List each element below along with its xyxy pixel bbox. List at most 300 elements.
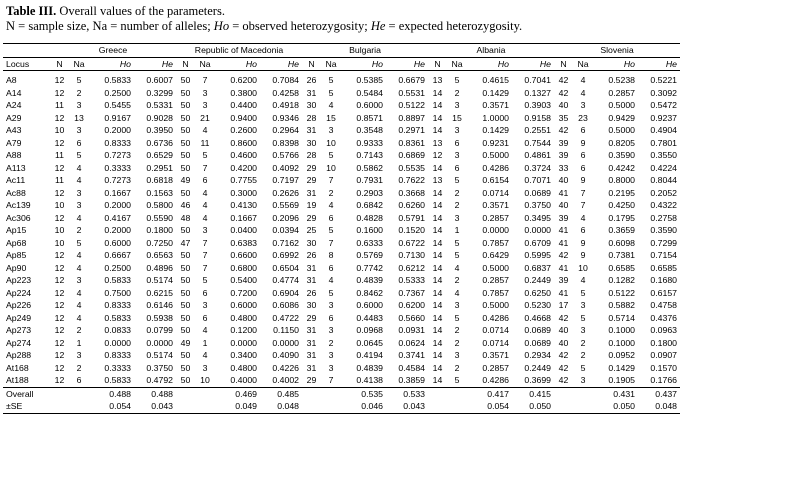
value-cell: 12 — [54, 337, 65, 348]
value-cell: 0.2500 — [104, 87, 131, 98]
table-label: Table III. — [6, 4, 57, 18]
value-cell: 3 — [328, 300, 334, 310]
value-cell: 0.2096 — [272, 212, 299, 223]
value-cell: 0.6992 — [272, 250, 299, 260]
value-cell: 0.1667 — [230, 212, 257, 223]
value-cell: 42 — [558, 87, 569, 98]
value-cell: 0.8205 — [608, 137, 635, 148]
population-header-1: Republic of Macedonia — [176, 44, 302, 58]
value-cell: 9 — [580, 250, 586, 260]
value-cell: 6 — [454, 137, 460, 148]
summary-cell: 0.488 — [131, 387, 176, 400]
locus-cell: Ap249 — [6, 312, 32, 323]
value-cell: 0.5238 — [608, 75, 635, 85]
table-row — [3, 362, 680, 375]
value-cell: 3 — [454, 100, 460, 110]
value-cell: 0.3550 — [650, 150, 677, 160]
value-cell: 4 — [76, 262, 82, 273]
value-cell: 0.0000 — [524, 225, 551, 235]
value-cell: 4 — [76, 287, 82, 298]
value-cell: 0.7071 — [524, 175, 551, 185]
value-cell: 0.0000 — [104, 337, 131, 348]
value-cell: 50 — [180, 150, 191, 160]
column-header: Ho — [467, 57, 509, 71]
value-cell: 0.2000 — [104, 200, 131, 210]
value-cell: 0.2903 — [356, 187, 383, 198]
se-row — [3, 400, 680, 413]
value-cell: 3 — [76, 200, 82, 210]
value-cell: 42 — [558, 125, 569, 135]
value-cell: 12 — [54, 362, 65, 373]
value-cell: 0.4800 — [230, 362, 257, 373]
value-cell: 0.2857 — [482, 362, 509, 373]
value-cell: 0.6563 — [146, 250, 173, 260]
value-cell: 0.6818 — [146, 175, 173, 185]
locus-cell: Ap68 — [6, 237, 27, 248]
value-cell: 0.0394 — [272, 225, 299, 235]
value-cell: 0.5535 — [398, 162, 425, 173]
value-cell: 12 — [54, 312, 65, 323]
table-row — [3, 137, 680, 150]
value-cell: 0.5791 — [398, 212, 425, 223]
value-cell: 40 — [558, 100, 569, 110]
caption-line-1 — [6, 4, 522, 19]
overall-label: Overall — [3, 387, 50, 400]
value-cell: 0.5000 — [482, 150, 509, 160]
value-cell: 0.4904 — [650, 125, 677, 135]
value-cell: 0.0689 — [524, 187, 551, 198]
value-cell: 3 — [202, 225, 208, 235]
table-row — [3, 374, 680, 387]
column-header: Ho — [89, 57, 131, 71]
value-cell: 0.1766 — [650, 375, 677, 385]
value-cell: 0.0000 — [146, 337, 173, 348]
empty-cell — [176, 400, 195, 413]
table-row — [3, 287, 680, 300]
value-cell: 11 — [54, 100, 65, 110]
value-cell: 6 — [328, 312, 334, 323]
table-row — [3, 199, 680, 212]
value-cell: 3 — [328, 362, 334, 373]
value-cell: 10 — [54, 200, 65, 210]
value-cell: 4 — [580, 212, 586, 223]
value-cell: 31 — [306, 125, 317, 135]
column-header: He — [383, 57, 428, 71]
value-cell: 0.4286 — [482, 162, 509, 173]
summary-cell: 0.048 — [635, 400, 680, 413]
value-cell: 0.6212 — [398, 262, 425, 273]
empty-cell — [554, 400, 573, 413]
value-cell: 0.3668 — [398, 187, 425, 198]
value-cell: 0.4774 — [272, 275, 299, 285]
value-cell: 0.8398 — [272, 137, 299, 148]
value-cell: 5 — [328, 87, 334, 98]
value-cell: 0.6157 — [650, 287, 677, 298]
value-cell: 0.2934 — [524, 350, 551, 360]
value-cell: 0.6667 — [104, 250, 131, 260]
value-cell: 7 — [202, 237, 208, 248]
value-cell: 6 — [202, 287, 208, 298]
value-cell: 7 — [328, 237, 334, 248]
value-cell: 14 — [432, 225, 443, 235]
value-cell: 0.3495 — [524, 212, 551, 223]
column-header: N — [428, 57, 447, 71]
value-cell: 0.4400 — [230, 100, 257, 110]
value-cell: 0.2626 — [272, 187, 299, 198]
value-cell: 0.4242 — [608, 162, 635, 173]
value-cell: 0.7931 — [356, 175, 383, 185]
value-cell: 0.8361 — [398, 137, 425, 148]
value-cell: 0.3859 — [398, 375, 425, 385]
value-cell: 12 — [54, 112, 65, 123]
value-cell: 3 — [580, 375, 586, 385]
value-cell: 50 — [180, 250, 191, 260]
value-cell: 0.6383 — [230, 237, 257, 248]
value-cell: 0.7742 — [356, 262, 383, 273]
value-cell: 0.1800 — [650, 337, 677, 348]
value-cell: 4 — [454, 287, 460, 298]
value-cell: 49 — [180, 337, 191, 348]
value-cell: 0.5590 — [146, 212, 173, 223]
value-cell: 0.3699 — [524, 375, 551, 385]
value-cell: 0.8044 — [650, 175, 677, 185]
value-cell: 0.8897 — [398, 112, 425, 123]
value-cell: 0.7200 — [230, 287, 257, 298]
value-cell: 0.7154 — [650, 250, 677, 260]
value-cell: 0.3741 — [398, 350, 425, 360]
summary-cell: 0.049 — [215, 400, 257, 413]
value-cell: 15 — [326, 112, 336, 123]
value-cell: 4 — [202, 187, 208, 198]
value-cell: 7 — [580, 200, 586, 210]
locus-cell: Ap288 — [6, 350, 32, 360]
value-cell: 2 — [580, 350, 586, 360]
value-cell: 0.6800 — [230, 262, 257, 273]
column-header: He — [635, 57, 680, 71]
value-cell: 0.7250 — [146, 237, 173, 248]
empty-cell — [69, 387, 89, 400]
value-cell: 0.4130 — [230, 200, 257, 210]
value-cell: 14 — [432, 300, 443, 310]
value-cell: 12 — [54, 162, 65, 173]
value-cell: 1.0000 — [482, 112, 509, 123]
value-cell: 2 — [454, 200, 460, 210]
value-cell: 0.4200 — [230, 162, 257, 173]
value-cell: 5 — [454, 375, 460, 385]
value-cell: 0.9346 — [272, 112, 299, 123]
value-cell: 0.5833 — [104, 312, 131, 323]
value-cell: 14 — [432, 200, 443, 210]
empty-cell — [50, 387, 69, 400]
value-cell: 12 — [54, 350, 65, 360]
column-header: Ho — [215, 57, 257, 71]
value-cell: 0.4722 — [272, 312, 299, 323]
value-cell: 0.3333 — [104, 162, 131, 173]
value-cell: 9 — [580, 237, 586, 248]
value-cell: 0.3571 — [482, 100, 509, 110]
value-cell: 3 — [202, 87, 208, 98]
value-cell: 0.1520 — [398, 225, 425, 235]
value-cell: 11 — [200, 137, 210, 148]
value-cell: 0.1327 — [524, 87, 551, 98]
value-cell: 0.2758 — [650, 212, 677, 223]
value-cell: 3 — [580, 100, 586, 110]
value-cell: 33 — [558, 162, 569, 173]
caption-line-2 — [6, 19, 522, 34]
value-cell: 0.4002 — [272, 375, 299, 385]
value-cell: 2 — [328, 337, 334, 348]
value-cell: 12 — [54, 137, 65, 148]
locus-cell: Ac139 — [6, 200, 31, 210]
value-cell: 0.8000 — [608, 175, 635, 185]
value-cell: 0.4483 — [356, 312, 383, 323]
value-cell: 12 — [54, 250, 65, 260]
column-header-row — [3, 57, 680, 71]
value-cell: 0.7622 — [398, 175, 425, 185]
value-cell: 12 — [54, 325, 65, 335]
column-header: N — [50, 57, 69, 71]
value-cell: 10 — [54, 237, 65, 248]
value-cell: 2 — [76, 325, 82, 335]
value-cell: 5 — [328, 225, 334, 235]
value-cell: 50 — [180, 87, 191, 98]
value-cell: 0.3092 — [650, 87, 677, 98]
value-cell: 3 — [328, 350, 334, 360]
column-header: Ho — [341, 57, 383, 71]
value-cell: 13 — [74, 112, 84, 123]
value-cell: 0.5660 — [398, 312, 425, 323]
table-row — [3, 349, 680, 362]
value-cell: 0.6722 — [398, 237, 425, 248]
value-cell: 0.6736 — [146, 137, 173, 148]
column-header: Na — [195, 57, 215, 71]
value-cell: 0.2857 — [482, 275, 509, 285]
value-cell: 0.1667 — [104, 187, 131, 198]
value-cell: 0.3800 — [230, 87, 257, 98]
column-header: He — [257, 57, 302, 71]
value-cell: 14 — [432, 237, 443, 248]
value-cell: 0.3571 — [482, 200, 509, 210]
value-cell: 7 — [202, 75, 208, 85]
value-cell: 41 — [558, 262, 569, 273]
value-cell: 0.4224 — [650, 162, 677, 173]
table-row — [3, 274, 680, 287]
value-cell: 0.7143 — [356, 150, 383, 160]
value-cell: 0.1570 — [650, 362, 677, 373]
value-cell: 4 — [202, 200, 208, 210]
summary-cell: 0.469 — [215, 387, 257, 400]
value-cell: 2 — [76, 362, 82, 373]
value-cell: 4 — [202, 350, 208, 360]
value-cell: 0.4800 — [230, 312, 257, 323]
value-cell: 4 — [580, 275, 586, 285]
value-cell: 5 — [76, 75, 82, 85]
value-cell: 3 — [76, 350, 82, 360]
value-cell: 0.6000 — [230, 300, 257, 310]
locus-cell: Ap226 — [6, 300, 32, 310]
value-cell: 3 — [202, 100, 208, 110]
value-cell: 0.6529 — [146, 150, 173, 160]
value-cell: 41 — [558, 237, 569, 248]
value-cell: 21 — [200, 112, 210, 123]
value-cell: 0.6904 — [272, 287, 299, 298]
value-cell: 50 — [180, 262, 191, 273]
value-cell: 0.4226 — [272, 362, 299, 373]
value-cell: 0.5000 — [482, 300, 509, 310]
value-cell: 0.4918 — [272, 100, 299, 110]
value-cell: 0.0714 — [482, 325, 509, 335]
value-cell: 7 — [202, 250, 208, 260]
value-cell: 0.8462 — [356, 287, 383, 298]
value-cell: 5 — [76, 237, 82, 248]
table-row — [3, 99, 680, 112]
value-cell: 3 — [580, 300, 586, 310]
locus-cell: Ac88 — [6, 187, 26, 198]
value-cell: 50 — [180, 362, 191, 373]
value-cell: 42 — [558, 375, 569, 385]
value-cell: 0.0689 — [524, 325, 551, 335]
value-cell: 0.5882 — [608, 300, 635, 310]
locus-blank-cell — [3, 44, 50, 58]
value-cell: 0.5122 — [608, 287, 635, 298]
value-cell: 3 — [76, 100, 82, 110]
value-cell: 12 — [54, 275, 65, 285]
value-cell: 0.4896 — [146, 262, 173, 273]
value-cell: 3 — [202, 300, 208, 310]
value-cell: 0.2951 — [146, 162, 173, 173]
value-cell: 0.4600 — [230, 150, 257, 160]
value-cell: 0.9028 — [146, 112, 173, 123]
value-cell: 0.4090 — [272, 350, 299, 360]
value-cell: 0.6215 — [146, 287, 173, 298]
value-cell: 12 — [54, 212, 65, 223]
value-cell: 0.7197 — [272, 175, 299, 185]
value-cell: 0.4861 — [524, 150, 551, 160]
value-cell: 39 — [558, 150, 569, 160]
value-cell: 2 — [454, 337, 460, 348]
summary-cell: 0.050 — [509, 400, 554, 413]
empty-cell — [195, 400, 215, 413]
value-cell: 5 — [76, 150, 82, 160]
value-cell: 0.5000 — [608, 100, 635, 110]
locus-cell: Ap224 — [6, 287, 32, 298]
column-header: N — [302, 57, 321, 71]
value-cell: 5 — [580, 287, 586, 298]
summary-cell: 0.488 — [89, 387, 131, 400]
value-cell: 0.5000 — [482, 262, 509, 273]
value-cell: 6 — [454, 162, 460, 173]
value-cell: 50 — [180, 375, 191, 385]
value-cell: 0.4138 — [356, 375, 383, 385]
value-cell: 50 — [180, 100, 191, 110]
value-cell: 0.9231 — [482, 137, 509, 148]
value-cell: 31 — [306, 187, 317, 198]
value-cell: 0.2000 — [104, 125, 131, 135]
value-cell: 6 — [580, 162, 586, 173]
value-cell: 4 — [328, 200, 334, 210]
value-cell: 0.1680 — [650, 275, 677, 285]
value-cell: 0.0833 — [104, 325, 131, 335]
value-cell: 4 — [202, 325, 208, 335]
value-cell: 0.4286 — [482, 375, 509, 385]
value-cell: 4 — [76, 300, 82, 310]
value-cell: 14 — [432, 87, 443, 98]
value-cell: 0.5833 — [104, 375, 131, 385]
locus-cell: A8 — [6, 75, 17, 85]
column-header: Na — [447, 57, 467, 71]
value-cell: 0.2000 — [104, 225, 131, 235]
value-cell: 3 — [76, 187, 82, 198]
value-cell: 0.3590 — [608, 150, 635, 160]
value-cell: 3 — [76, 275, 82, 285]
value-cell: 0.1000 — [608, 337, 635, 348]
value-cell: 0.9237 — [650, 112, 677, 123]
value-cell: 35 — [558, 112, 569, 123]
value-cell: 14 — [432, 325, 443, 335]
value-cell: 0.5400 — [230, 275, 257, 285]
value-cell: 0.7299 — [650, 237, 677, 248]
value-cell: 0.1282 — [608, 275, 635, 285]
value-cell: 50 — [180, 75, 191, 85]
value-cell: 0.5766 — [272, 150, 299, 160]
value-cell: 0.4258 — [272, 87, 299, 98]
value-cell: 0.6842 — [356, 200, 383, 210]
value-cell: 0.4092 — [272, 162, 299, 173]
value-cell: 3 — [454, 300, 460, 310]
value-cell: 0.4839 — [356, 362, 383, 373]
locus-cell: Ap274 — [6, 337, 32, 348]
value-cell: 0.7500 — [104, 287, 131, 298]
value-cell: 5 — [454, 237, 460, 248]
value-cell: 0.5833 — [104, 275, 131, 285]
locus-cell: A14 — [6, 87, 22, 98]
value-cell: 31 — [306, 325, 317, 335]
population-header-0: Greece — [50, 44, 176, 58]
summary-cell: 0.046 — [341, 400, 383, 413]
value-cell: 29 — [306, 312, 317, 323]
legend-he: He — [370, 19, 386, 33]
value-cell: 28 — [306, 150, 317, 160]
legend-he-desc: = expected heterozygosity. — [388, 19, 523, 33]
value-cell: 0.2052 — [650, 187, 677, 198]
summary-cell: 0.054 — [467, 400, 509, 413]
value-cell: 0.7367 — [398, 287, 425, 298]
value-cell: 0.5714 — [608, 312, 635, 323]
value-cell: 29 — [306, 175, 317, 185]
empty-cell — [195, 387, 215, 400]
value-cell: 6 — [328, 212, 334, 223]
value-cell: 9 — [580, 175, 586, 185]
value-cell: 6 — [328, 262, 334, 273]
value-cell: 30 — [306, 237, 317, 248]
value-cell: 0.0968 — [356, 325, 383, 335]
empty-cell — [302, 387, 321, 400]
value-cell: 4 — [580, 87, 586, 98]
value-cell: 0.9429 — [608, 112, 635, 123]
table-row — [3, 187, 680, 200]
value-cell: 0.4792 — [146, 375, 173, 385]
value-cell: 14 — [432, 275, 443, 285]
value-cell: 40 — [558, 337, 569, 348]
value-cell: 50 — [180, 225, 191, 235]
value-cell: 0.6600 — [230, 250, 257, 260]
value-cell: 7 — [580, 187, 586, 198]
value-cell: 0.6429 — [482, 250, 509, 260]
legend-n: N = sample size, Na = number of alleles; — [6, 19, 211, 33]
value-cell: 0.0952 — [608, 350, 635, 360]
value-cell: 0.3903 — [524, 100, 551, 110]
value-cell: 0.0714 — [482, 337, 509, 348]
